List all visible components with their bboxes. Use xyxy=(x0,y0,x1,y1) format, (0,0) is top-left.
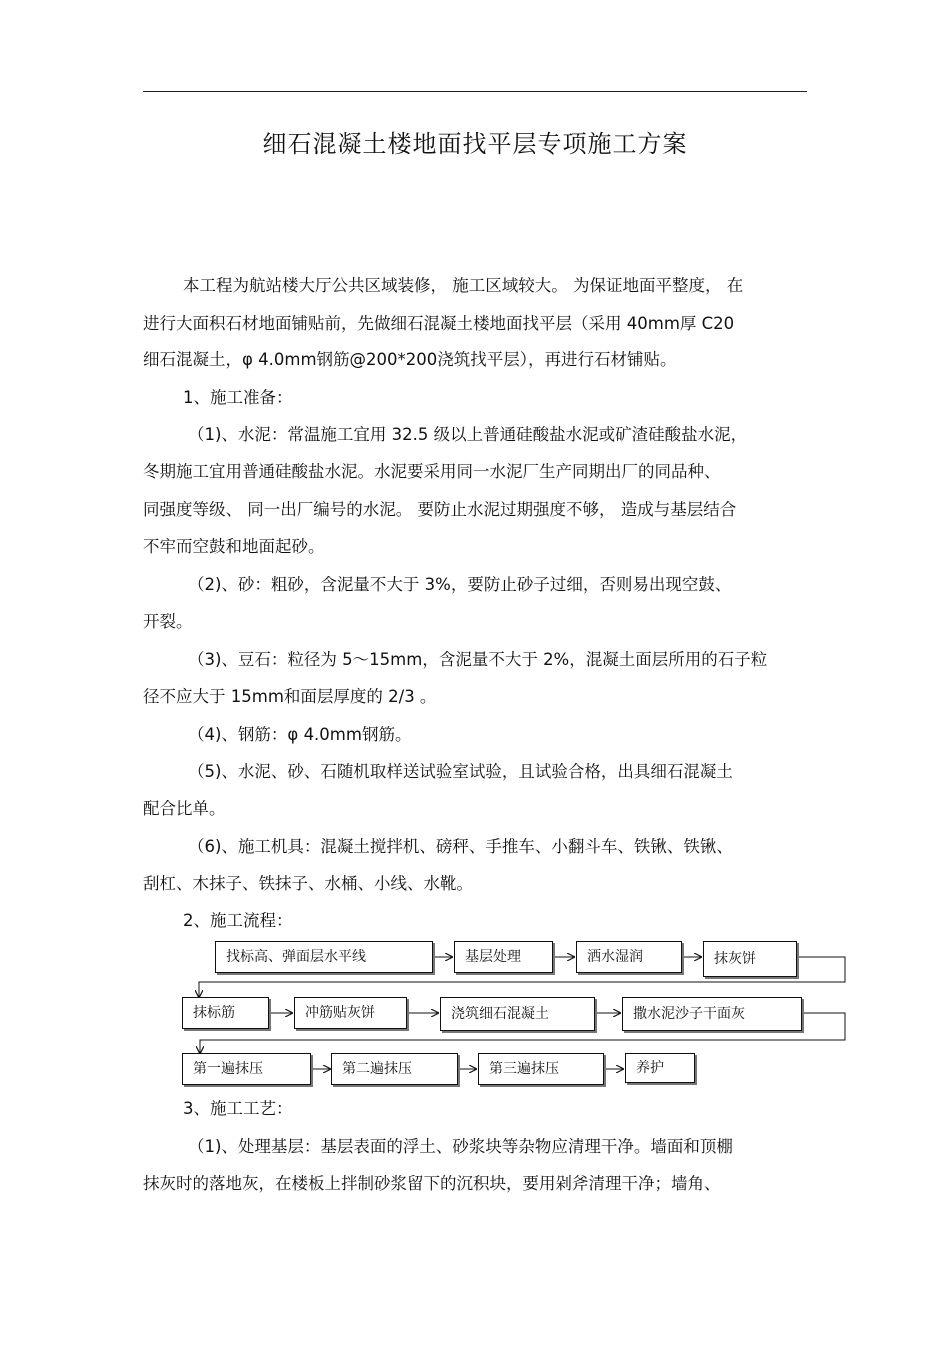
intro-line-3: 细石混凝土，φ 4.0mm钢筋@200*200浇筑找平层），再进行石材铺贴。 xyxy=(143,350,677,369)
flow-step-11: 第三遍抹压 xyxy=(478,1053,604,1085)
item1-line-1: （1)、水泥：常温施工宜用 32.5 级以上普通硅酸盐水泥或矿渣硅酸盐水泥， xyxy=(188,425,748,444)
flow-step-12: 养护 xyxy=(625,1053,695,1083)
flow-step-4: 抹灰饼 xyxy=(703,941,797,977)
item2-line-2: 开裂。 xyxy=(143,612,193,631)
flow-step-7: 浇筑细石混凝土 xyxy=(440,997,595,1031)
section1-heading: 1、施工准备： xyxy=(183,388,293,407)
item6-line-2: 刮杠、木抹子、铁抹子、水桶、小线、水靴。 xyxy=(143,874,473,893)
process1-line-1: （1)、处理基层：基层表面的浮土、砂浆块等杂物应清理干净。墙面和顶棚 xyxy=(188,1137,733,1156)
flow-step-8: 撒水泥沙子干面灰 xyxy=(622,997,802,1031)
process1-line-2: 抹灰时的落地灰，在楼板上拌制砂浆留下的沉积块，要用剁斧清理干净；墙角、 xyxy=(143,1174,721,1193)
item3-line-2: 径不应大于 15mm和面层厚度的 2/3 。 xyxy=(143,687,437,706)
page-title: 细石混凝土楼地面找平层专项施工方案 xyxy=(262,130,688,158)
item4-line-1: （4)、钢筋：φ 4.0mm钢筋。 xyxy=(188,725,412,744)
item1-line-2: 冬期施工宜用普通硅酸盐水泥。水泥要采用同一水泥厂生产同期出厂的同品种、 xyxy=(143,462,721,481)
item2-line-1: （2)、砂：粗砂，含泥量不大于 3%，要防止砂子过细，否则易出现空鼓、 xyxy=(188,575,732,594)
flow-step-3: 洒水湿润 xyxy=(576,941,682,973)
intro-line-2: 进行大面积石材地面铺贴前，先做细石混凝土楼地面找平层（采用 40mm厚 C20 xyxy=(143,314,735,333)
flow-step-9: 第一遍抹压 xyxy=(182,1053,311,1085)
item5-line-2: 配合比单。 xyxy=(143,799,226,818)
item1-line-3: 同强度等级、 同一出厂编号的水泥。 要防止水泥过期强度不够， 造成与基层结合 xyxy=(143,500,737,519)
item1-line-4: 不牢而空鼓和地面起砂。 xyxy=(143,537,325,556)
item6-line-1: （6)、施工机具：混凝土搅拌机、磅秤、手推车、小翻斗车、铁锹、铁锹、 xyxy=(188,837,733,856)
flow-step-5: 抹标筋 xyxy=(182,997,269,1029)
flow-step-10: 第二遍抹压 xyxy=(331,1053,458,1085)
section2-heading: 2、施工流程： xyxy=(183,911,293,930)
flow-step-1: 找标高、弹面层水平线 xyxy=(215,941,433,973)
flow-step-6: 冲筋贴灰饼 xyxy=(294,997,407,1029)
item5-line-1: （5)、水泥、砂、石随机取样送试验室试验，且试验合格，出具细石混凝土 xyxy=(188,762,733,781)
item3-line-1: （3)、豆石：粒径为 5～15mm，含泥量不大于 2%，混凝土面层所用的石子粒 xyxy=(188,650,768,669)
flow-step-2: 基层处理 xyxy=(454,941,553,973)
intro-line-1: 本工程为航站楼大厅公共区域装修， 施工区域较大。 为保证地面平整度， 在 xyxy=(183,276,744,295)
section3-heading: 3、施工工艺： xyxy=(183,1099,293,1118)
